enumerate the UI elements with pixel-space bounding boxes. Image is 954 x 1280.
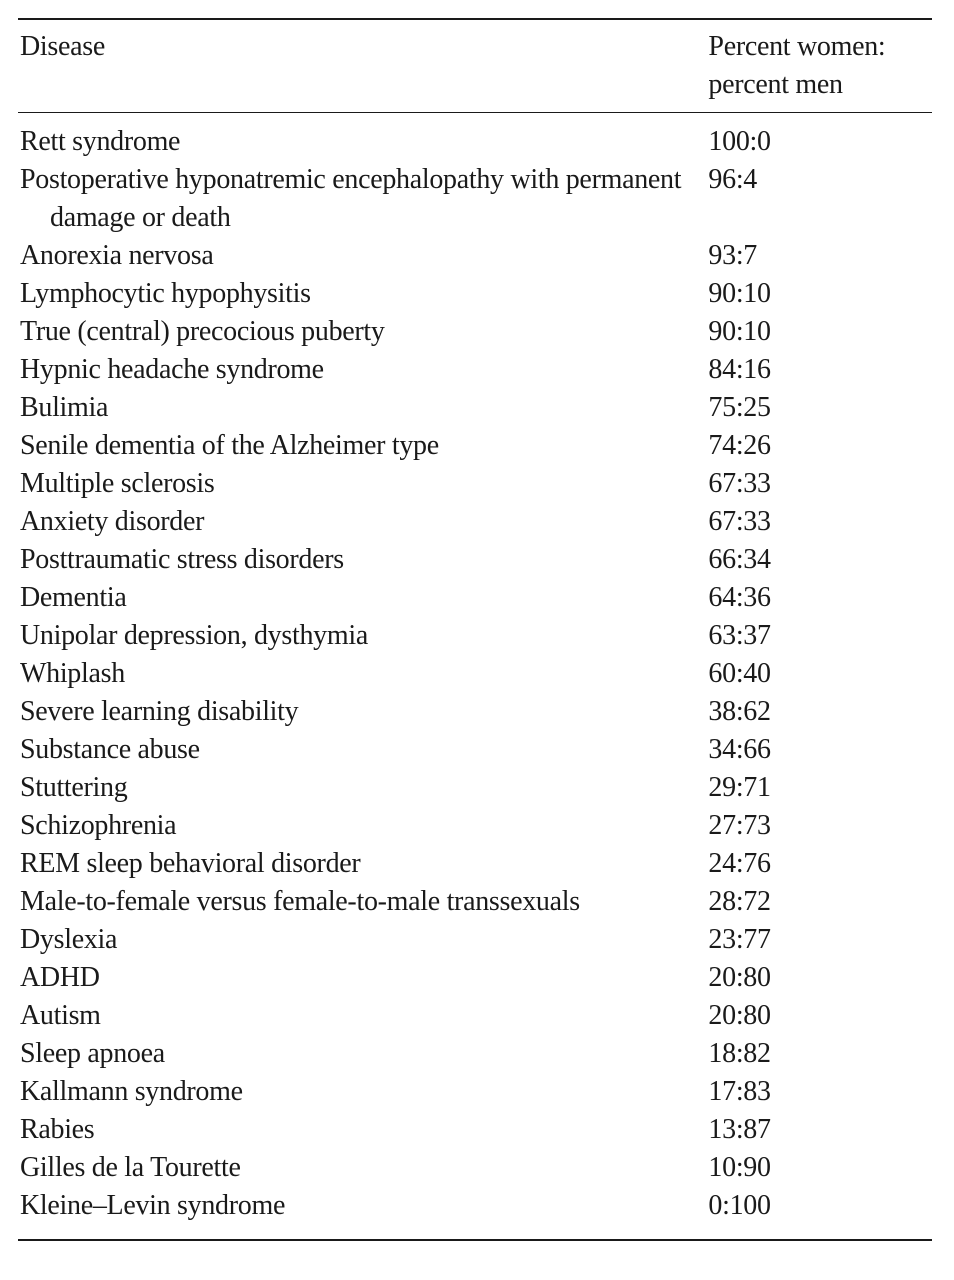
table-header-row	[18, 20, 932, 112]
table-row	[18, 427, 932, 465]
ratio-cell: 24:76	[708, 848, 771, 879]
disease-cell: Anorexia nervosa	[20, 240, 214, 271]
table-row	[18, 997, 932, 1035]
disease-cell: Postoperative hyponatremic encephalopathy with permanent damage or death	[20, 164, 682, 233]
table-row	[18, 313, 932, 351]
table-bottom-rule	[18, 1239, 932, 1241]
ratio-cell: 13:87	[708, 1114, 771, 1145]
ratio-cell: 74:26	[708, 430, 771, 461]
ratio-cell: 20:80	[708, 962, 771, 993]
disease-cell: Hypnic headache syndrome	[20, 354, 324, 385]
table-row	[18, 617, 932, 655]
disease-ratio-table	[18, 20, 932, 1225]
table-row	[18, 541, 932, 579]
table-row	[18, 959, 932, 997]
header-ratio-line2: percent men	[708, 69, 843, 100]
disease-ratio-table-wrapper	[18, 18, 932, 1241]
ratio-cell: 66:34	[708, 544, 771, 575]
table-row	[18, 883, 932, 921]
disease-cell: ADHD	[20, 962, 100, 993]
disease-cell: Stuttering	[20, 772, 128, 803]
table-row	[18, 1035, 932, 1073]
table-row	[18, 465, 932, 503]
disease-cell: Sleep apnoea	[20, 1038, 165, 1069]
disease-cell: Kallmann syndrome	[20, 1076, 243, 1107]
ratio-cell: 23:77	[708, 924, 771, 955]
table-row	[18, 1187, 932, 1225]
ratio-cell: 93:7	[708, 240, 758, 271]
disease-cell: Autism	[20, 1000, 101, 1031]
table-row	[18, 1073, 932, 1111]
disease-cell: Severe learning disability	[20, 696, 299, 727]
disease-cell: Posttraumatic stress disorders	[20, 544, 344, 575]
table-row	[18, 237, 932, 275]
table-row	[18, 161, 932, 237]
table-row	[18, 113, 932, 161]
disease-cell: True (central) precocious puberty	[20, 316, 385, 347]
disease-cell: Whiplash	[20, 658, 125, 689]
table-row	[18, 389, 932, 427]
table-row	[18, 1149, 932, 1187]
ratio-cell: 10:90	[708, 1152, 771, 1183]
table-row	[18, 275, 932, 313]
table-row	[18, 655, 932, 693]
table-row	[18, 693, 932, 731]
disease-cell: Rett syndrome	[20, 126, 181, 157]
disease-cell: REM sleep behavioral disorder	[20, 848, 361, 879]
ratio-cell: 96:4	[708, 164, 758, 195]
disease-cell: Lymphocytic hypophysitis	[20, 278, 311, 309]
table-row	[18, 351, 932, 389]
ratio-cell: 29:71	[708, 772, 771, 803]
disease-cell: Kleine–Levin syndrome	[20, 1190, 286, 1221]
disease-cell: Multiple sclerosis	[20, 468, 215, 499]
table-row	[18, 731, 932, 769]
disease-cell: Unipolar depression, dysthymia	[20, 620, 368, 651]
ratio-cell: 75:25	[708, 392, 771, 423]
disease-cell: Bulimia	[20, 392, 109, 423]
ratio-cell: 84:16	[708, 354, 771, 385]
ratio-cell: 64:36	[708, 582, 771, 613]
header-disease: Disease	[20, 31, 105, 62]
ratio-cell: 67:33	[708, 468, 771, 499]
ratio-cell: 90:10	[708, 278, 771, 309]
ratio-cell: 67:33	[708, 506, 771, 537]
ratio-cell: 38:62	[708, 696, 771, 727]
table-row	[18, 503, 932, 541]
ratio-cell: 100:0	[708, 126, 771, 157]
header-ratio-line1: Percent women:	[708, 31, 886, 62]
table-row	[18, 579, 932, 617]
ratio-cell: 17:83	[708, 1076, 771, 1107]
ratio-cell: 63:37	[708, 620, 771, 651]
table-row	[18, 769, 932, 807]
ratio-cell: 20:80	[708, 1000, 771, 1031]
ratio-cell: 18:82	[708, 1038, 771, 1069]
table-row	[18, 921, 932, 959]
disease-cell: Substance abuse	[20, 734, 200, 765]
disease-cell: Schizophrenia	[20, 810, 177, 841]
disease-cell: Anxiety disorder	[20, 506, 205, 537]
disease-cell: Rabies	[20, 1114, 95, 1145]
disease-cell: Dyslexia	[20, 924, 118, 955]
table-row	[18, 807, 932, 845]
disease-cell: Dementia	[20, 582, 127, 613]
table-row	[18, 1111, 932, 1149]
disease-cell: Gilles de la Tourette	[20, 1152, 241, 1183]
ratio-cell: 60:40	[708, 658, 771, 689]
ratio-cell: 0:100	[708, 1190, 771, 1221]
ratio-cell: 90:10	[708, 316, 771, 347]
ratio-cell: 27:73	[708, 810, 771, 841]
disease-cell: Male-to-female versus female-to-male transsexuals	[20, 886, 580, 917]
disease-cell: Senile dementia of the Alzheimer type	[20, 430, 439, 461]
table-row	[18, 845, 932, 883]
ratio-cell: 28:72	[708, 886, 771, 917]
header-ratio	[708, 20, 932, 112]
ratio-cell: 34:66	[708, 734, 771, 765]
